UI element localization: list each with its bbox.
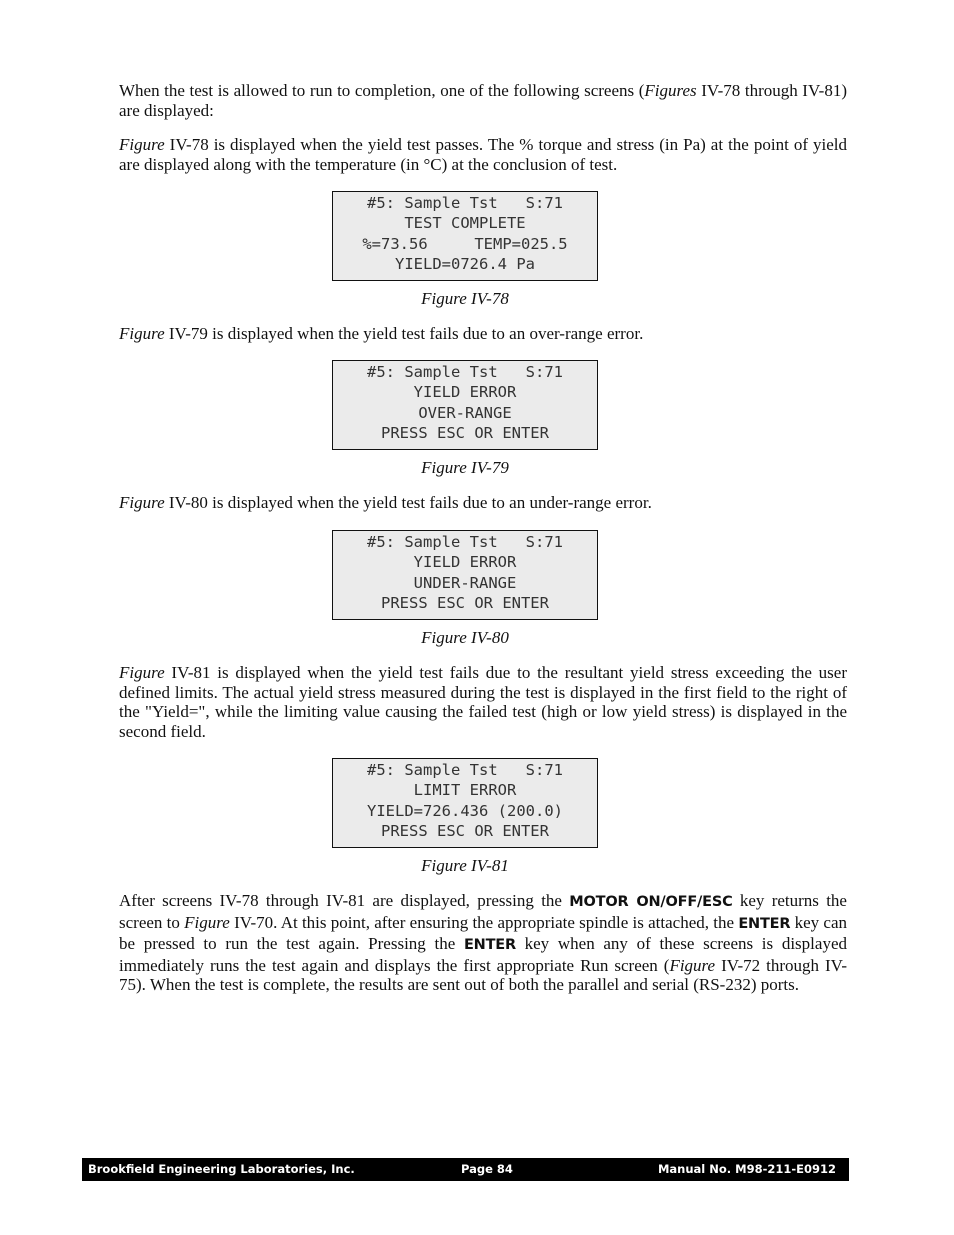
- figure-caption: Figure IV-79: [421, 458, 509, 477]
- lcd-line: YIELD ERROR: [413, 553, 517, 572]
- lcd-line: #5: Sample Tst S:71: [367, 533, 563, 551]
- lcd-screen-figure-79: [332, 360, 598, 450]
- footer-manual-number: Manual No. M98-211-E0912: [657, 1162, 836, 1176]
- paragraph-text: key returns the screen to: [119, 891, 847, 932]
- paragraph-text: IV-80 is displayed when the yield test fails due to an under-range error.: [164, 493, 652, 512]
- lcd-line: UNDER-RANGE: [413, 573, 517, 592]
- lcd-line: TEST COMPLETE: [404, 214, 526, 233]
- paragraph-text: IV-72 through IV-75). When the test is complete, the results are sent out of both the parallel and serial (RS-232) ports.: [119, 955, 847, 995]
- paragraph-text: IV-78 through IV-81) are displayed:: [119, 81, 848, 120]
- lcd-line: PRESS ESC OR ENTER: [381, 821, 549, 840]
- paragraph-italic: Figure: [119, 135, 165, 154]
- lcd-line: LIMIT ERROR: [413, 781, 517, 800]
- closing-paragraph: [119, 891, 847, 995]
- paragraph-italic: Figure: [119, 493, 165, 512]
- lcd-screen-figure-80: [332, 530, 598, 620]
- lcd-line: OVER-RANGE: [418, 403, 512, 422]
- lcd-screen-figure-78: [332, 191, 598, 281]
- lcd-line: PRESS ESC OR ENTER: [381, 423, 549, 442]
- paragraph-text: When the test is allowed to run to completion, one of the following screens (: [119, 81, 645, 100]
- key-name-enter: ENTER: [463, 937, 516, 954]
- figure-79-description: [119, 324, 847, 344]
- paragraph-italic: Figures: [644, 81, 697, 100]
- page-footer: [82, 1158, 849, 1181]
- lcd-line: YIELD=0726.4 Pa: [395, 254, 535, 273]
- figure-78-description: [119, 135, 847, 174]
- paragraph-text: key when any of these screens is displayed immediately runs the test again and displays the first appropriate Run screen (: [119, 934, 847, 975]
- intro-paragraph: [119, 81, 847, 120]
- paragraph-text: IV-78 is displayed when the yield test passes. The % torque and stress (in Pa) at the point of yield are displayed along with the temperature (in °C) at the conclusion of test.: [119, 135, 847, 174]
- lcd-line: %=73.56 TEMP=025.5: [362, 234, 568, 253]
- lcd-screen-figure-81: [332, 758, 598, 848]
- figure-caption: Figure IV-80: [421, 628, 509, 647]
- paragraph-italic: Figure: [119, 324, 165, 343]
- figure-caption: Figure IV-81: [421, 856, 509, 875]
- paragraph-italic: Figure: [184, 912, 230, 932]
- paragraph-text: After screens IV-78 through IV-81 are displayed, pressing the: [119, 891, 570, 910]
- figure-81-description: [119, 663, 847, 741]
- paragraph-italic: Figure: [669, 955, 716, 975]
- lcd-line: #5: Sample Tst S:71: [367, 363, 563, 381]
- figure-caption: Figure IV-78: [421, 289, 509, 308]
- key-name-enter: ENTER: [738, 915, 791, 932]
- lcd-line: YIELD ERROR: [413, 383, 517, 402]
- paragraph-text: IV-79 is displayed when the yield test fails due to an over-range error.: [164, 324, 644, 343]
- paragraph-italic: Figure: [119, 663, 165, 682]
- lcd-line: YIELD=726.436 (200.0): [367, 801, 563, 820]
- paragraph-text: IV-70. At this point, after ensuring the appropriate spindle is attached, the: [229, 912, 739, 932]
- footer-page-number: Page 84: [461, 1162, 513, 1176]
- figure-80-description: [119, 493, 847, 513]
- lcd-line: PRESS ESC OR ENTER: [381, 593, 549, 612]
- lcd-line: #5: Sample Tst S:71: [367, 761, 563, 779]
- key-name-motor-on-off-esc: MOTOR ON/OFF/ESC: [569, 894, 733, 910]
- lcd-line: #5: Sample Tst S:71: [367, 194, 563, 212]
- footer-company: Brookfield Engineering Laboratories, Inc.: [88, 1162, 355, 1176]
- paragraph-text: key can be pressed to run the test again. Pressing the: [119, 912, 847, 954]
- paragraph-text: IV-81 is displayed when the yield test fails due to the resultant yield stress exceeding the user defined limits. The actual yield stress measured during the test is displayed in the first field to the right of the "Yield=", while the limiting value causing the failed test (high or low yield stress) is displayed in the second field.: [119, 663, 847, 741]
